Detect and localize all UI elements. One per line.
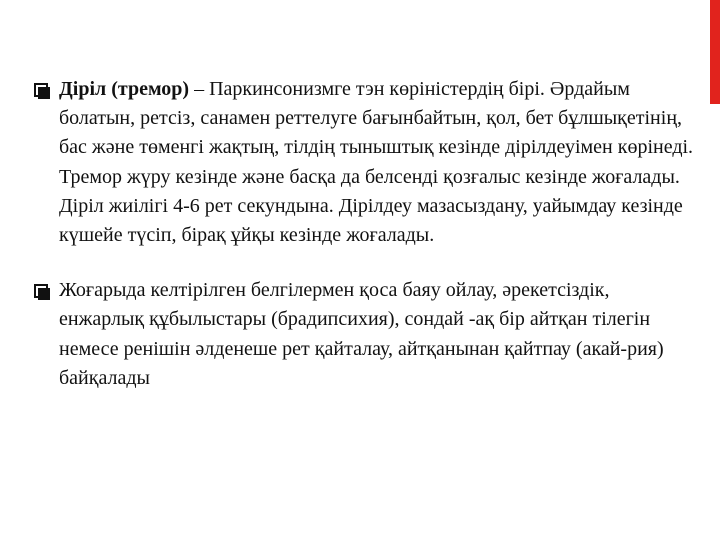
bullet-term: Діріл (тремор): [59, 78, 190, 100]
bullet-text: [59, 75, 699, 250]
checkbox-bullet-icon: [34, 284, 48, 298]
slide-content: [34, 75, 710, 393]
bullet-body: Жоғарыда келтірілген белгілермен қоса баяу ойлау, әрекетсіздік, енжарлық құбылыстары (брадипсихия), сондай -ақ бір айтқан тілегін немесе ренішін әлденеше рет қайталау, айтқанынан қайтпау (акай-рия) байқалады: [59, 279, 664, 389]
accent-bar: [710, 0, 720, 104]
checkbox-bullet-icon: [34, 83, 48, 97]
bullet-item: [34, 276, 710, 393]
bullet-item: [34, 75, 710, 250]
bullet-body: – Паркинсонизмге тэн көріністердің бірі. Әрдайым болатын, ретсіз, санамен реттелуге бағынбайтын, қол, бет бұлшықетінің, бас және төменгі жақтың, тілдің тыныштық кезінде дірілдеуімен көрінеді. Тремор жүру кезінде және басқа да белсенді қозғалыс кезінде жоғалады. Діріл жиілігі 4-6 рет секундына. Дірілдеу мазасыздану, уайымдау кезінде күшейе түсіп, бірақ ұйқы кезінде жоғалады.: [59, 78, 694, 247]
bullet-text: [59, 276, 699, 393]
